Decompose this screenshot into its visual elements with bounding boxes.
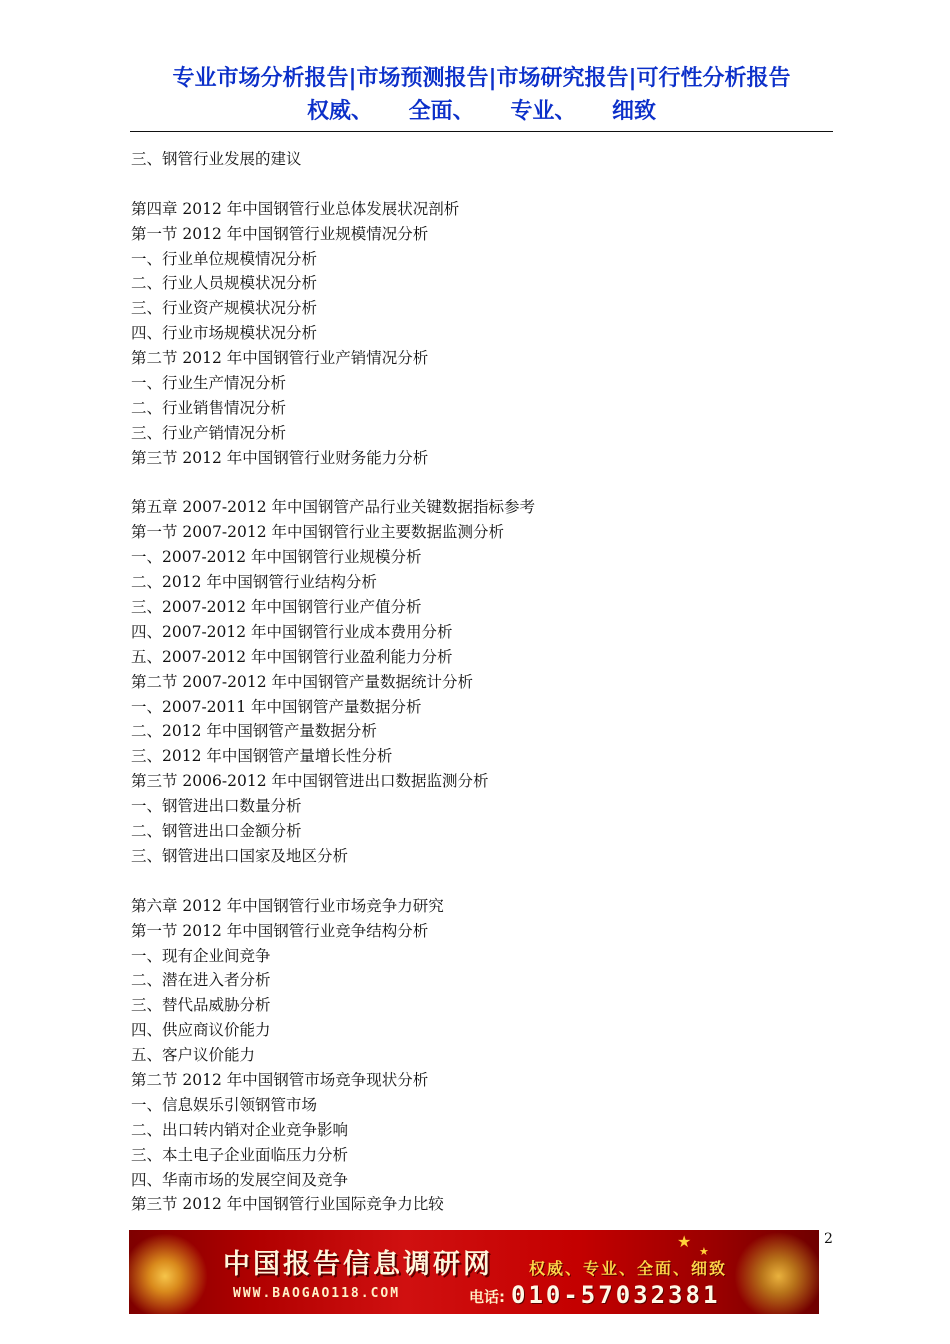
- blank-line: [131, 471, 831, 496]
- star-icon: ★: [699, 1245, 709, 1258]
- toc-line: 第四章 2012 年中国钢管行业总体发展状况剖析: [131, 199, 460, 218]
- toc-line: 第一节 2007-2012 年中国钢管行业主要数据监测分析: [131, 523, 504, 542]
- toc-line: 一、2007-2011 年中国钢管产量数据分析: [131, 697, 422, 716]
- page-header: [130, 62, 833, 128]
- toc-line: 二、行业人员规模状况分析: [131, 274, 318, 293]
- toc-line: 第三节 2012 年中国钢管行业财务能力分析: [131, 448, 429, 467]
- footer-banner[interactable]: [129, 1230, 819, 1314]
- header-title: 专业市场分析报告|市场预测报告|市场研究报告|可行性分析报告: [172, 66, 791, 91]
- header-subtitle-item: 专业、: [510, 99, 577, 124]
- toc-line: 第六章 2012 年中国钢管行业市场竞争力研究: [131, 896, 444, 915]
- toc-line: 二、潜在进入者分析: [131, 971, 271, 990]
- toc-line: 三、2007-2012 年中国钢管行业产值分析: [131, 598, 422, 617]
- toc-line: 一、2007-2012 年中国钢管行业规模分析: [131, 548, 422, 567]
- toc-line: 三、本土电子企业面临压力分析: [131, 1145, 349, 1164]
- toc-line: 第二节 2012 年中国钢管市场竞争现状分析: [131, 1070, 429, 1089]
- blank-line: [131, 172, 831, 197]
- phone-number: 010-57032381: [511, 1281, 721, 1309]
- toc-line: 三、钢管进出口国家及地区分析: [131, 846, 349, 865]
- toc-line: 第五章 2007-2012 年中国钢管产品行业关键数据指标参考: [131, 498, 535, 517]
- header-subtitle-item: 全面、: [408, 99, 475, 124]
- toc-line: 第三节 2006-2012 年中国钢管进出口数据监测分析: [131, 772, 489, 791]
- toc-line: 一、现有企业间竞争: [131, 946, 271, 965]
- phone-label: 电话:: [469, 1288, 505, 1306]
- toc-line: 一、钢管进出口数量分析: [131, 797, 302, 816]
- toc-line: 四、2007-2012 年中国钢管行业成本费用分析: [131, 622, 453, 641]
- toc-line: 三、替代品威胁分析: [131, 996, 271, 1015]
- blank-line: [131, 869, 831, 894]
- toc-line: 三、行业资产规模状况分析: [131, 299, 318, 318]
- table-of-contents: [131, 147, 831, 1217]
- toc-line: 四、行业市场规模状况分析: [131, 324, 318, 343]
- toc-line: 三、钢管行业发展的建议: [131, 150, 302, 168]
- header-divider: [130, 131, 833, 132]
- toc-line: 第三节 2012 年中国钢管行业国际竞争力比较: [131, 1195, 444, 1214]
- tower-emblem-icon: [129, 1230, 219, 1314]
- toc-line: 第二节 2007-2012 年中国钢管产量数据统计分析: [131, 672, 473, 691]
- banner-tagline: 权威、专业、全面、细致: [529, 1259, 728, 1278]
- toc-line: 一、行业生产情况分析: [131, 374, 287, 393]
- toc-line: 二、出口转内销对企业竞争影响: [131, 1120, 349, 1139]
- toc-line: 二、钢管进出口金额分析: [131, 822, 302, 841]
- toc-line: 第二节 2012 年中国钢管行业产销情况分析: [131, 349, 429, 368]
- toc-line: 四、华南市场的发展空间及竞争: [131, 1170, 349, 1189]
- toc-line: 二、2012 年中国钢管产量数据分析: [131, 722, 377, 741]
- toc-line: 二、2012 年中国钢管行业结构分析: [131, 573, 377, 592]
- toc-line: 二、行业销售情况分析: [131, 398, 287, 417]
- toc-line: 第一节 2012 年中国钢管行业规模情况分析: [131, 224, 429, 243]
- toc-line: 五、客户议价能力: [131, 1046, 256, 1065]
- toc-line: 三、行业产销情况分析: [131, 423, 287, 442]
- lion-statue-icon: [729, 1230, 819, 1314]
- toc-line: 三、2012 年中国钢管产量增长性分析: [131, 747, 393, 766]
- star-icon: ★: [677, 1232, 692, 1251]
- toc-line: 一、信息娱乐引领钢管市场: [131, 1095, 318, 1114]
- page-number: 2: [824, 1231, 833, 1247]
- toc-line: 第一节 2012 年中国钢管行业竞争结构分析: [131, 921, 429, 940]
- header-subtitle-item: 权威、: [306, 99, 373, 124]
- toc-line: 一、行业单位规模情况分析: [131, 249, 318, 268]
- banner-url[interactable]: WWW.BAOGAO118.COM: [233, 1286, 401, 1301]
- toc-line: 四、供应商议价能力: [131, 1021, 271, 1040]
- header-subtitle-item: 细致: [612, 99, 657, 124]
- banner-title: 中国报告信息调研网: [223, 1249, 493, 1280]
- toc-line: 五、2007-2012 年中国钢管行业盈利能力分析: [131, 647, 453, 666]
- header-subtitle: [130, 95, 833, 128]
